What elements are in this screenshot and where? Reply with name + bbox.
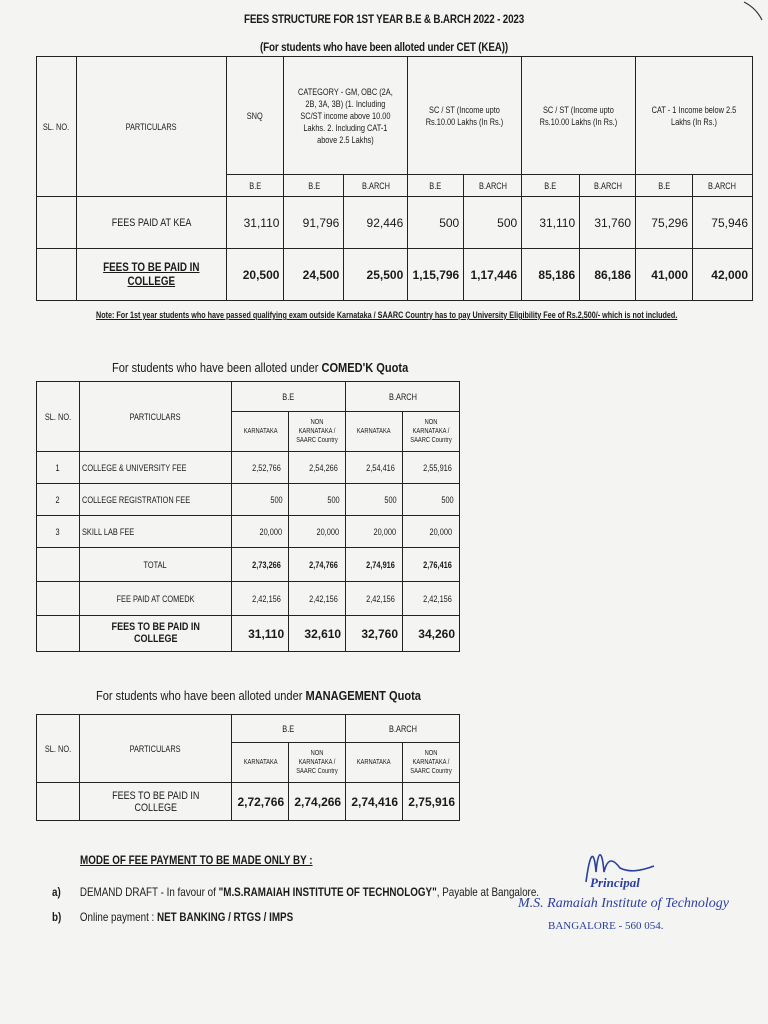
mgmt-header-be: B.E <box>232 715 346 743</box>
table-cell: 86,186 <box>580 249 636 301</box>
kea-subheader-gm-be: B.E <box>284 175 344 197</box>
row-label: COLLEGE REGISTRATION FEE <box>79 484 232 516</box>
table-cell: 85,186 <box>522 249 580 301</box>
table-cell: 75,296 <box>636 197 693 249</box>
row-label: FEE PAID AT COMEDK <box>79 582 232 616</box>
table-cell: 2,42,156 <box>232 582 289 616</box>
table-cell: 20,000 <box>346 516 403 548</box>
table-cell: 42,000 <box>693 249 753 301</box>
kea-subheader-scst1-barch: B.ARCH <box>464 175 522 197</box>
table-row <box>37 616 460 652</box>
table-cell: 31,110 <box>522 197 580 249</box>
comedk-subheader-be-non-karnataka: NON KARNATAKA / SAARC Country <box>289 412 346 452</box>
table-row <box>37 516 460 548</box>
table-cell: 92,446 <box>344 197 408 249</box>
stamp-role: Principal <box>590 875 640 890</box>
table-cell: 500 <box>346 484 403 516</box>
table-row <box>37 783 460 821</box>
table-cell <box>37 197 77 249</box>
row-label: FEES TO BE PAID IN COLLEGE <box>79 616 232 652</box>
comedk-header-be: B.E <box>232 382 346 412</box>
mgmt-subheader-barch-karnataka: KARNATAKA <box>346 743 403 783</box>
table-row <box>37 452 460 484</box>
table-cell: 34,260 <box>403 616 460 652</box>
table-row <box>37 548 460 582</box>
comedk-subheader-be-karnataka: KARNATAKA <box>232 412 289 452</box>
table-cell: 32,760 <box>346 616 403 652</box>
table-cell: 500 <box>408 197 464 249</box>
row-label: TOTAL <box>79 548 232 582</box>
kea-header-category-gm: CATEGORY - GM, OBC (2A, 2B, 3A, 3B) (1. Including SC/ST income above 10.00 Lakhs. 2. Including CAT-1 above 2.5 Lakhs) <box>284 57 408 175</box>
table-cell: 2,74,416 <box>346 783 403 821</box>
table-cell: 1,17,446 <box>464 249 522 301</box>
payment-mode-title: MODE OF FEE PAYMENT TO BE MADE ONLY BY : <box>80 853 313 867</box>
kea-header-snq: SNQ <box>226 57 284 175</box>
table-cell: 2,42,156 <box>346 582 403 616</box>
table-row <box>37 582 460 616</box>
mgmt-subheader-be-non-karnataka: NON KARNATAKA / SAARC Country <box>289 743 346 783</box>
comedk-fee-table <box>36 381 460 652</box>
table-cell: 20,000 <box>289 516 346 548</box>
table-cell: 31,110 <box>232 616 289 652</box>
table-cell <box>37 548 80 582</box>
table-cell: 2,73,266 <box>232 548 289 582</box>
kea-header-cat-1: CAT - 1 Income below 2.5 Lakhs (In Rs.) <box>636 57 753 175</box>
table-cell <box>37 783 80 821</box>
table-row <box>37 249 753 301</box>
comedk-section-heading: For students who have been alloted under COMED'K Quota <box>112 360 409 375</box>
table-cell: 500 <box>232 484 289 516</box>
kea-subheader-scst1-be: B.E <box>408 175 464 197</box>
table-row <box>37 197 753 249</box>
row-label: SKILL LAB FEE <box>79 516 232 548</box>
table-cell: 31,110 <box>226 197 284 249</box>
kea-subheader-snq-be: B.E <box>226 175 284 197</box>
table-cell <box>37 582 80 616</box>
table-cell: 2,42,156 <box>289 582 346 616</box>
kea-header-sl-no: SL. NO. <box>37 57 77 197</box>
document-title: FEES STRUCTURE FOR 1ST YEAR B.E & B.ARCH 2022 - 2023 <box>243 12 525 26</box>
comedk-header-particulars: PARTICULARS <box>79 382 232 452</box>
table-cell: 2,55,916 <box>403 452 460 484</box>
table-cell: 41,000 <box>636 249 693 301</box>
table-cell: 75,946 <box>693 197 753 249</box>
row-label: FEES TO BE PAID IN COLLEGE <box>79 783 232 821</box>
table-cell: 20,000 <box>232 516 289 548</box>
table-cell: 20,000 <box>403 516 460 548</box>
table-cell: 91,796 <box>284 197 344 249</box>
table-cell: 2,76,416 <box>403 548 460 582</box>
kea-subheader-cat1-be: B.E <box>636 175 693 197</box>
mgmt-header-sl-no: SL. NO. <box>37 715 80 783</box>
kea-subheader-cat1-barch: B.ARCH <box>693 175 753 197</box>
table-cell: 3 <box>37 516 80 548</box>
table-cell: 2 <box>37 484 80 516</box>
table-row <box>37 484 460 516</box>
table-cell: 500 <box>289 484 346 516</box>
row-label: COLLEGE & UNIVERSITY FEE <box>79 452 232 484</box>
table-cell: 2,74,266 <box>289 783 346 821</box>
table-cell: 2,75,916 <box>403 783 460 821</box>
mgmt-subheader-be-karnataka: KARNATAKA <box>232 743 289 783</box>
kea-header-sc-st-1: SC / ST (Income upto Rs.10.00 Lakhs (In Rs.) <box>408 57 522 175</box>
eligibility-fee-note: Note: For 1st year students who have passed qualifying exam outside Karnataka / SAARC Country has to pay University Eligibility Fee of Rs.2,500/- which is not included. <box>96 310 678 320</box>
table-cell: 1 <box>37 452 80 484</box>
mgmt-header-particulars: PARTICULARS <box>79 715 232 783</box>
table-cell: 500 <box>403 484 460 516</box>
payment-option-demand-draft: a) DEMAND DRAFT - In favour of "M.S.RAMAIAH INSTITUTE OF TECHNOLOGY", Payable at Bangalore. <box>52 885 540 899</box>
comedk-subheader-barch-non-karnataka: NON KARNATAKA / SAARC Country <box>403 412 460 452</box>
kea-subheader-scst2-be: B.E <box>522 175 580 197</box>
payment-option-online: b) Online payment : NET BANKING / RTGS / IMPS <box>52 910 294 924</box>
table-cell: 32,610 <box>289 616 346 652</box>
table-cell: 31,760 <box>580 197 636 249</box>
comedk-header-barch: B.ARCH <box>346 382 460 412</box>
table-cell: 25,500 <box>344 249 408 301</box>
table-cell <box>37 249 77 301</box>
table-cell: 2,74,916 <box>346 548 403 582</box>
row-label: FEES PAID AT KEA <box>76 197 226 249</box>
kea-fee-table <box>36 56 753 301</box>
comedk-subheader-barch-karnataka: KARNATAKA <box>346 412 403 452</box>
table-cell: 24,500 <box>284 249 344 301</box>
comedk-header-sl-no: SL. NO. <box>37 382 80 452</box>
kea-header-sc-st-2: SC / ST (Income upto Rs.10.00 Lakhs (In Rs.) <box>522 57 636 175</box>
mgmt-header-barch: B.ARCH <box>346 715 460 743</box>
table-cell: 2,42,156 <box>403 582 460 616</box>
table-cell: 2,54,266 <box>289 452 346 484</box>
kea-header-particulars: PARTICULARS <box>76 57 226 197</box>
kea-subheader-gm-barch: B.ARCH <box>344 175 408 197</box>
row-label: FEES TO BE PAID IN COLLEGE <box>76 249 226 301</box>
table-cell: 500 <box>464 197 522 249</box>
page-fold-mark <box>740 0 768 24</box>
document-subtitle: (For students who have been alloted under CET (KEA)) <box>260 40 508 54</box>
kea-subheader-scst2-barch: B.ARCH <box>580 175 636 197</box>
stamp-city: BANGALORE - 560 054. <box>548 920 664 932</box>
table-cell: 2,72,766 <box>232 783 289 821</box>
table-cell: 2,52,766 <box>232 452 289 484</box>
stamp-institute: M.S. Ramaiah Institute of Technology <box>518 896 730 911</box>
management-section-heading: For students who have been alloted under MANAGEMENT Quota <box>96 688 421 703</box>
table-cell <box>37 616 80 652</box>
table-cell: 1,15,796 <box>408 249 464 301</box>
management-fee-table <box>36 714 460 821</box>
table-cell: 20,500 <box>226 249 284 301</box>
table-cell: 2,74,766 <box>289 548 346 582</box>
table-cell: 2,54,416 <box>346 452 403 484</box>
mgmt-subheader-barch-non-karnataka: NON KARNATAKA / SAARC Country <box>403 743 460 783</box>
